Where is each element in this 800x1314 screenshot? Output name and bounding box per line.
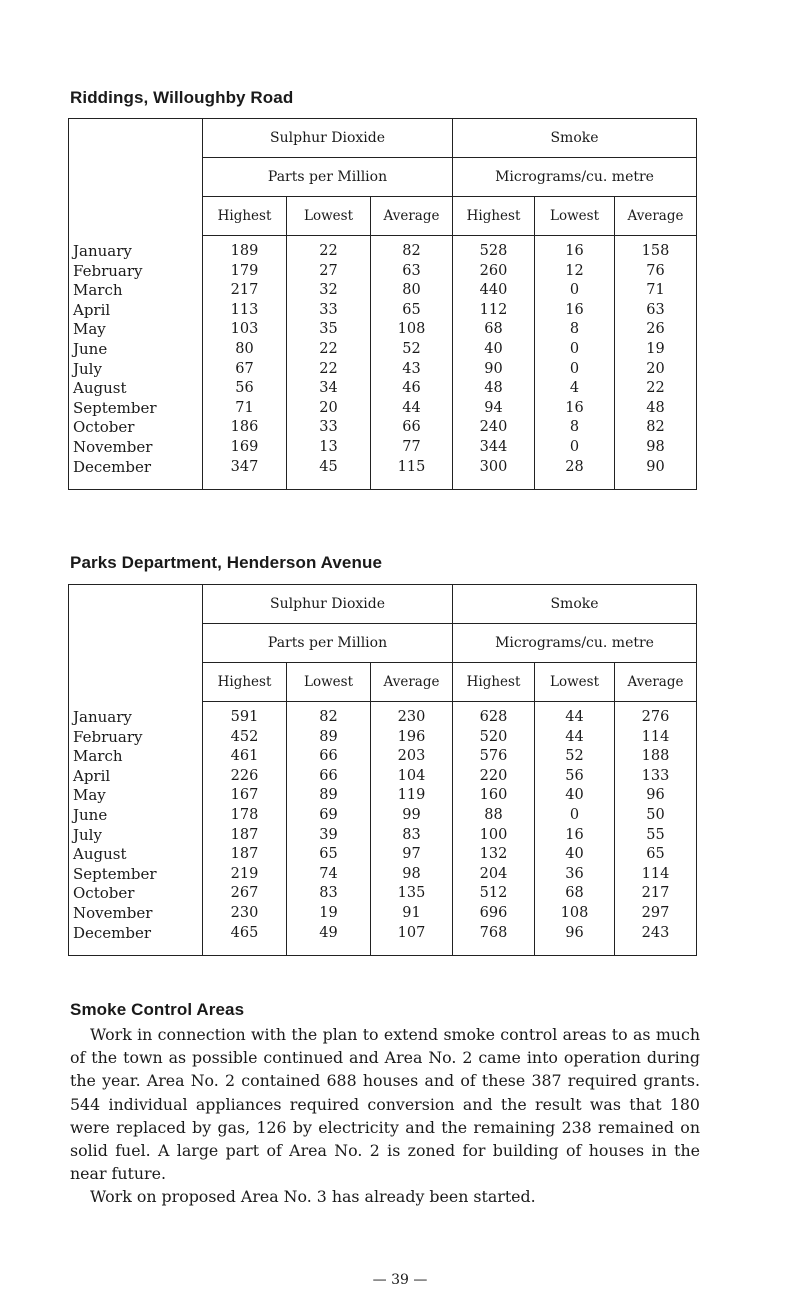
table-cell: 69 [287,806,371,826]
table-cell: 0 [535,360,615,380]
table-cell: 68 [535,884,615,904]
table-cell: 71 [615,281,697,301]
table-cell: 133 [615,767,697,787]
table-cell: 39 [287,826,371,846]
table-row [69,418,697,438]
table-cell: 158 [615,242,697,262]
table-cell: 20 [287,399,371,419]
table-cell: 44 [535,728,615,748]
table2-col-header: Highest [453,663,535,702]
section-body [70,1023,700,1209]
month-label: April [73,766,111,785]
table-cell: 243 [615,924,697,944]
table1-col-header: Lowest [535,197,615,236]
table-cell: 103 [203,320,287,340]
table-cell: 90 [615,458,697,478]
month-label: June [73,339,108,358]
table-cell: 203 [371,747,453,767]
table-cell: 32 [287,281,371,301]
table1-title: Riddings, Willoughby Road [70,88,294,107]
table-cell: 512 [453,884,535,904]
table-cell: 179 [203,262,287,282]
table-cell: 49 [287,924,371,944]
table-cell: 0 [535,438,615,458]
table1-col-header: Average [615,197,697,236]
table-cell: 260 [453,262,535,282]
table1-col-header: Highest [453,197,535,236]
table1-smoke-header: Smoke [453,119,697,158]
table-cell: 20 [615,360,697,380]
table-cell: 33 [287,418,371,438]
table-row [69,438,697,458]
table2-col-header: Lowest [287,663,371,702]
table-cell: 35 [287,320,371,340]
paragraph: Work on proposed Area No. 3 has already been started. [90,1187,536,1207]
table-cell: 65 [615,845,697,865]
table-row [69,379,697,399]
table-cell: 230 [203,904,287,924]
table-row [69,281,697,301]
table-cell: 63 [615,301,697,321]
table2-smoke-unit: Micrograms/cu. metre [453,624,697,663]
table-cell: 16 [535,242,615,262]
table1-riddings [68,118,697,490]
table-cell: 99 [371,806,453,826]
table-row [69,301,697,321]
month-label: October [73,884,135,903]
table-cell: 0 [535,806,615,826]
table2-so2-unit: Parts per Million [203,624,453,663]
table-cell: 82 [287,708,371,728]
table-cell: 43 [371,360,453,380]
table-cell: 13 [287,438,371,458]
table-cell: 217 [203,281,287,301]
table-cell: 48 [453,379,535,399]
month-label: March [73,747,123,766]
month-label: April [73,300,111,319]
table-cell: 220 [453,767,535,787]
month-label: December [73,457,152,476]
table-cell: 100 [453,826,535,846]
table-cell: 115 [371,458,453,478]
table-cell: 114 [615,865,697,885]
table-cell: 22 [615,379,697,399]
table-cell: 22 [287,242,371,262]
table-cell: 16 [535,301,615,321]
table-cell: 28 [535,458,615,478]
table-row [69,767,697,787]
table-cell: 82 [371,242,453,262]
table-cell: 16 [535,399,615,419]
table-cell: 63 [371,262,453,282]
table-cell: 66 [287,747,371,767]
table-row [69,708,697,728]
table-cell: 19 [287,904,371,924]
table-cell: 36 [535,865,615,885]
table2-smoke-header: Smoke [453,585,697,624]
table-cell: 80 [371,281,453,301]
table-cell: 68 [453,320,535,340]
table-row [69,924,697,944]
table-cell: 40 [453,340,535,360]
table-cell: 297 [615,904,697,924]
month-label: May [73,786,106,805]
table-cell: 520 [453,728,535,748]
table-cell: 45 [287,458,371,478]
table-row [69,360,697,380]
table2-col-header: Average [615,663,697,702]
table-cell: 135 [371,884,453,904]
table-cell: 33 [287,301,371,321]
table-cell: 188 [615,747,697,767]
table-cell: 132 [453,845,535,865]
table-row [69,845,697,865]
month-label: November [73,437,153,456]
table-cell: 89 [287,786,371,806]
table-row [69,399,697,419]
month-label: February [73,727,143,746]
table1-smoke-unit: Micrograms/cu. metre [453,158,697,197]
table1-col-header: Highest [203,197,287,236]
table-row [69,865,697,885]
page-number: — 39 — [372,1272,428,1288]
table1-col-header: Lowest [287,197,371,236]
table-cell: 98 [615,438,697,458]
table2-corner [69,585,203,702]
table-row [69,242,697,262]
table-cell: 65 [287,845,371,865]
table-cell: 696 [453,904,535,924]
table-cell: 768 [453,924,535,944]
month-label: January [73,242,132,260]
table-cell: 50 [615,806,697,826]
table-row [69,786,697,806]
table-cell: 440 [453,281,535,301]
table-cell: 66 [371,418,453,438]
table-cell: 55 [615,826,697,846]
month-label: October [73,418,135,437]
table-cell: 71 [203,399,287,419]
table-cell: 97 [371,845,453,865]
table-cell: 22 [287,360,371,380]
table-cell: 8 [535,320,615,340]
table2-title: Parks Department, Henderson Avenue [70,553,383,572]
month-label: November [73,903,153,922]
table-cell: 26 [615,320,697,340]
table-cell: 83 [371,826,453,846]
table-cell: 169 [203,438,287,458]
table-cell: 167 [203,786,287,806]
table-cell: 96 [535,924,615,944]
paragraph: Work in connection with the plan to extend smoke control areas to as much of the town as possible continued and Area No. 2 came into operation during the year. Area No. 2 contained 688 houses and of these 387 required grants. 544 individual appliances required conversion and the result was that 180 were replaced by gas, 126 by electricity and the remaining 238 remained on solid fuel. A large part of Area No. 2 is zoned for building of houses in the near future. [70,1025,700,1184]
table-cell: 89 [287,728,371,748]
table-cell: 67 [203,360,287,380]
table-cell: 16 [535,826,615,846]
month-label: December [73,923,152,942]
table-cell: 178 [203,806,287,826]
table-cell: 226 [203,767,287,787]
table-cell: 461 [203,747,287,767]
table1-so2-header: Sulphur Dioxide [203,119,453,158]
month-label: September [73,864,157,883]
table-cell: 300 [453,458,535,478]
table2-col-header: Average [371,663,453,702]
table-row [69,458,697,478]
table-cell: 113 [203,301,287,321]
table-cell: 80 [203,340,287,360]
table-cell: 56 [535,767,615,787]
table-cell: 465 [203,924,287,944]
table-cell: 0 [535,281,615,301]
table-cell: 196 [371,728,453,748]
table-cell: 344 [453,438,535,458]
table-cell: 46 [371,379,453,399]
table-cell: 528 [453,242,535,262]
month-label: May [73,320,106,339]
section-title: Smoke Control Areas [70,1000,245,1019]
table2-col-header: Lowest [535,663,615,702]
table-row [69,262,697,282]
table-cell: 12 [535,262,615,282]
table-cell: 52 [535,747,615,767]
table-row [69,806,697,826]
table-cell: 82 [615,418,697,438]
table-cell: 276 [615,708,697,728]
table-cell: 104 [371,767,453,787]
table1-corner [69,119,203,236]
table-cell: 119 [371,786,453,806]
month-label: January [73,708,132,726]
table-cell: 0 [535,340,615,360]
month-label: July [73,825,102,844]
table2-col-header: Highest [203,663,287,702]
table-cell: 96 [615,786,697,806]
month-label: July [73,359,102,378]
table-cell: 91 [371,904,453,924]
table-cell: 204 [453,865,535,885]
table-cell: 90 [453,360,535,380]
month-label: August [73,379,127,398]
table-cell: 40 [535,786,615,806]
table-cell: 34 [287,379,371,399]
table-cell: 230 [371,708,453,728]
table-row [69,728,697,748]
table-cell: 44 [371,399,453,419]
table-cell: 107 [371,924,453,944]
table-cell: 19 [615,340,697,360]
table1-so2-unit: Parts per Million [203,158,453,197]
table-cell: 114 [615,728,697,748]
table-row [69,904,697,924]
table-cell: 267 [203,884,287,904]
table-cell: 347 [203,458,287,478]
month-label: March [73,281,123,300]
month-label: September [73,398,157,417]
table-cell: 65 [371,301,453,321]
table-cell: 187 [203,826,287,846]
table-cell: 108 [535,904,615,924]
table-cell: 27 [287,262,371,282]
table-cell: 628 [453,708,535,728]
table-cell: 83 [287,884,371,904]
table-cell: 219 [203,865,287,885]
month-label: August [73,845,127,864]
table-cell: 591 [203,708,287,728]
table-cell: 77 [371,438,453,458]
table-cell: 160 [453,786,535,806]
table-cell: 44 [535,708,615,728]
table-cell: 98 [371,865,453,885]
table-cell: 94 [453,399,535,419]
table-cell: 88 [453,806,535,826]
table-cell: 452 [203,728,287,748]
table-cell: 40 [535,845,615,865]
month-label: June [73,805,108,824]
table-row [69,320,697,340]
table-cell: 8 [535,418,615,438]
table1-col-header: Average [371,197,453,236]
table-cell: 187 [203,845,287,865]
table-cell: 4 [535,379,615,399]
table-cell: 48 [615,399,697,419]
table-cell: 52 [371,340,453,360]
table-row [69,340,697,360]
table-cell: 112 [453,301,535,321]
table-cell: 66 [287,767,371,787]
table-row [69,826,697,846]
table-row [69,884,697,904]
table2-so2-header: Sulphur Dioxide [203,585,453,624]
table-cell: 217 [615,884,697,904]
table-cell: 240 [453,418,535,438]
table-cell: 189 [203,242,287,262]
table-cell: 22 [287,340,371,360]
table-cell: 186 [203,418,287,438]
table-cell: 56 [203,379,287,399]
table2-henderson [68,584,697,956]
table-cell: 76 [615,262,697,282]
table-row [69,747,697,767]
table-cell: 576 [453,747,535,767]
table-cell: 74 [287,865,371,885]
month-label: February [73,261,143,280]
table-cell: 108 [371,320,453,340]
